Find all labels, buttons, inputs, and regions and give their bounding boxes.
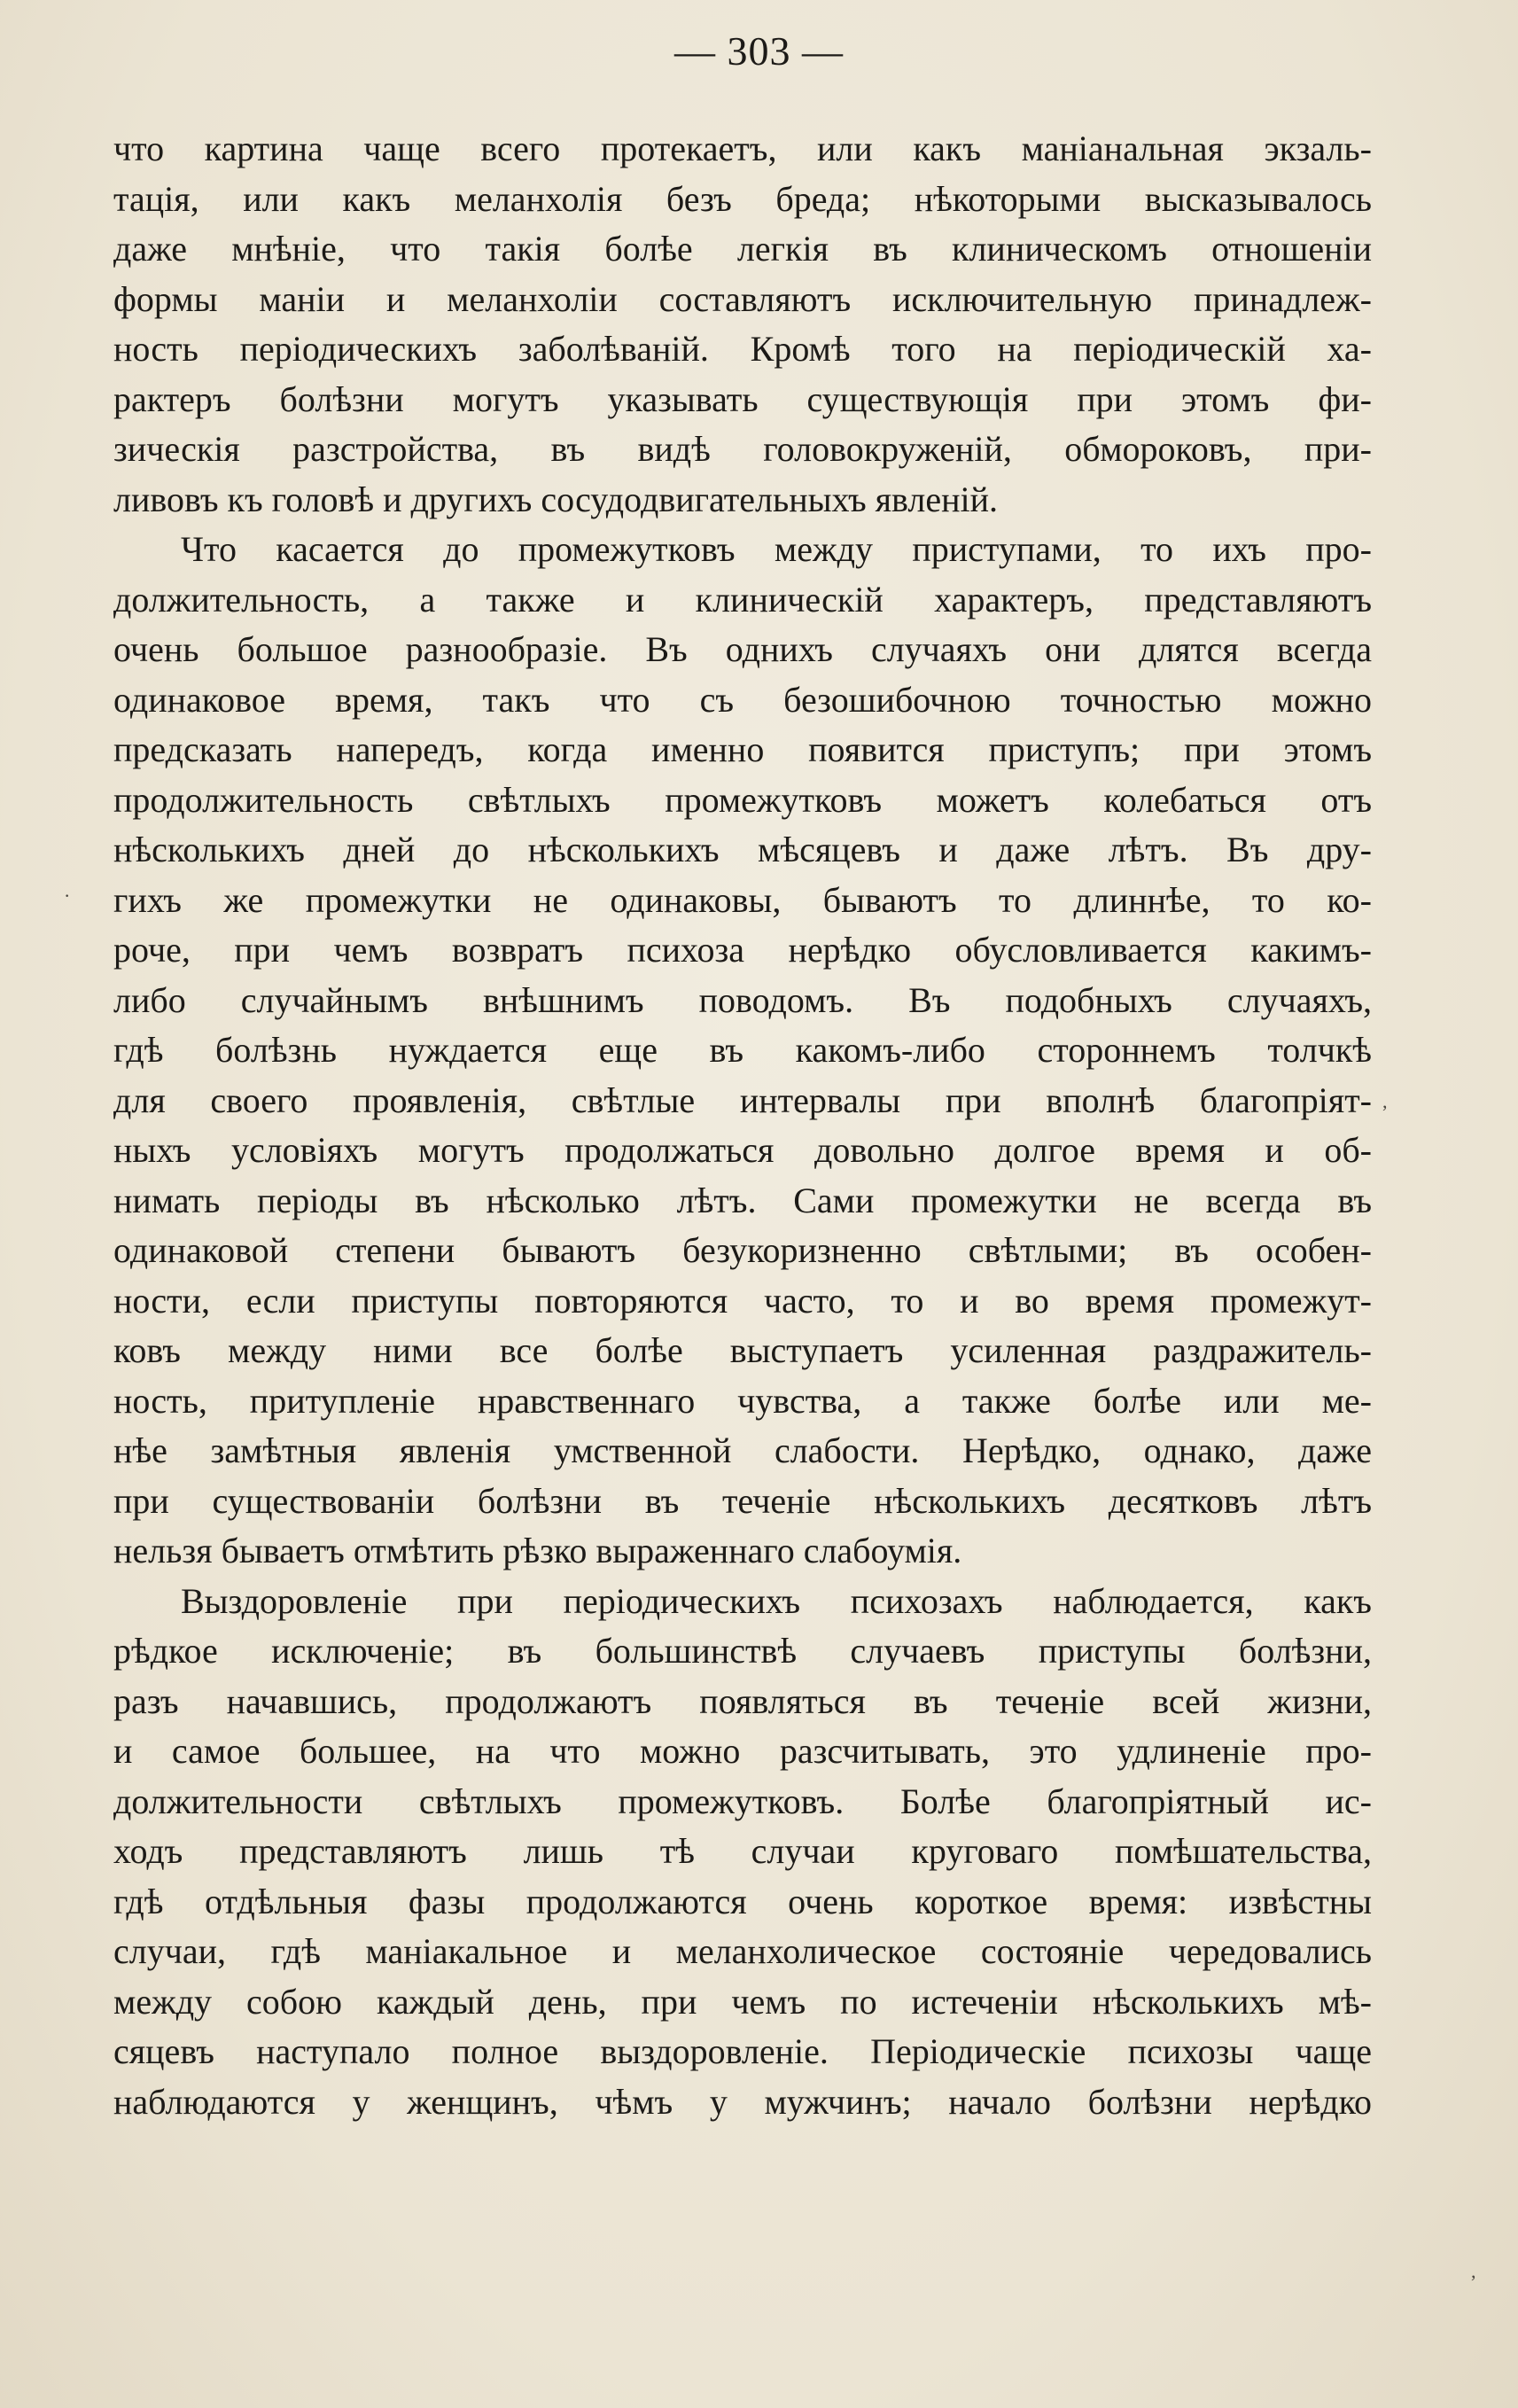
text-line: продолжительность свѣтлыхъ промежутковъ можетъ колебаться отъ [113, 779, 1372, 820]
text-line: между собою каждый день, при чемъ по истеченіи нѣсколькихъ мѣ- [113, 1981, 1372, 2022]
text-line: нѣе замѣтныя явленія умственной слабости. Нерѣдко, однако, даже [113, 1430, 1372, 1470]
text-line: должительность, а также и клиническій характеръ, представляютъ [113, 579, 1372, 620]
text-line: ность періодическихъ заболѣваній. Кромѣ того на періодическій ха- [113, 329, 1372, 369]
text-line: гихъ же промежутки не одинаковы, бываютъ то длиннѣе, то ко- [113, 879, 1372, 920]
text-line: что картина чаще всего протекаетъ, или какъ маніанальная экзаль- [113, 129, 1372, 168]
text-line: либо случайнымъ внѣшнимъ поводомъ. Въ подобныхъ случаяхъ, [113, 979, 1372, 1020]
margin-speck: , [1382, 1090, 1388, 1112]
text-line: формы маніи и меланхоліи составляютъ исключительную принадлеж- [113, 278, 1372, 319]
text-line: ходъ представляютъ лишь тѣ случаи круговаго помѣшательства, [113, 1831, 1372, 1871]
text-line: при существованіи болѣзни въ теченіе нѣсколькихъ десятковъ лѣтъ [113, 1480, 1372, 1521]
text-line: очень большое разнообразіе. Въ однихъ случаяхъ они длятся всегда [113, 629, 1372, 669]
page-number: — 303 — [674, 28, 844, 74]
text-line: наблюдаются у женщинъ, чѣмъ у мужчинъ; начало болѣзни нерѣдко [113, 2081, 1372, 2122]
text-line: рѣдкое исключеніе; въ большинствѣ случаевъ приступы болѣзни, [113, 1631, 1372, 1671]
text-line: сяцевъ наступало полное выздоровленіе. Періодическіе психозы чаще [113, 2031, 1372, 2071]
margin-speck: , [1471, 2260, 1476, 2282]
text-line: нельзя бываетъ отмѣтить рѣзко выраженнаго слабоумія. [113, 1531, 962, 1570]
text-line: ковъ между ними все болѣе выступаетъ усиленная раздражитель- [113, 1330, 1372, 1370]
text-line: одинаковой степени бываютъ безукоризненно свѣтлыми; въ особен- [113, 1230, 1372, 1270]
text-line: ность, притупленіе нравственнаго чувства, а также болѣе или ме- [113, 1380, 1372, 1421]
text-line: нѣсколькихъ дней до нѣсколькихъ мѣсяцевъ и даже лѣтъ. Въ дру- [113, 830, 1372, 869]
text-line: ливовъ къ головѣ и другихъ сосудодвигательныхъ явленій. [113, 479, 999, 519]
text-line: Выздоровленіе при періодическихъ психозахъ наблюдается, какъ [181, 1580, 1372, 1621]
body-text [113, 124, 1372, 2127]
text-line: даже мнѣніе, что такія болѣе легкія въ клиническомъ отношеніи [113, 229, 1372, 269]
text-line: должительности свѣтлыхъ промежутковъ. Болѣе благопріятный ис- [113, 1781, 1372, 1821]
text-line: и самое большее, на что можно разсчитывать, это удлиненіе про- [113, 1731, 1372, 1771]
text-line: рактеръ болѣзни могутъ указывать существующія при этомъ фи- [113, 378, 1372, 419]
text-line: роче, при чемъ возвратъ психоза нерѣдко обусловливается какимъ- [113, 930, 1372, 970]
text-line: тація, или какъ меланхолія безъ бреда; нѣкоторыми высказывалось [113, 178, 1372, 219]
text-line: предсказать напередъ, когда именно появится приступъ; при этомъ [113, 729, 1372, 769]
paragraph [113, 124, 1372, 525]
paragraph [113, 525, 1372, 1577]
text-line: ности, если приступы повторяются часто, то и во время промежут- [113, 1280, 1372, 1321]
paragraph [113, 1577, 1372, 2128]
text-line: нимать періоды въ нѣсколько лѣтъ. Сами промежутки не всегда въ [113, 1180, 1372, 1220]
text-line: для своего проявленія, свѣтлые интервалы при вполнѣ благопріят- [113, 1079, 1372, 1120]
text-line: зическія разстройства, въ видѣ головокруженій, обмороковъ, при- [113, 429, 1372, 469]
text-line: Что касается до промежутковъ между приступами, то ихъ про- [181, 529, 1372, 569]
margin-speck: · [64, 884, 71, 907]
text-line: гдѣ болѣзнь нуждается еще въ какомъ-либо стороннемъ толчкѣ [113, 1030, 1372, 1070]
text-line: гдѣ отдѣльныя фазы продолжаются очень короткое время: извѣстны [113, 1881, 1372, 1921]
text-line: разъ начавшись, продолжаютъ появляться въ теченіе всей жизни, [113, 1680, 1372, 1721]
text-line: случаи, гдѣ маніакальное и меланхолическое состояніе чередовались [113, 1931, 1372, 1971]
text-line: ныхъ условіяхъ могутъ продолжаться довольно долгое время и об- [113, 1130, 1372, 1170]
text-line: одинаковое время, такъ что съ безошибочною точностью можно [113, 679, 1372, 720]
